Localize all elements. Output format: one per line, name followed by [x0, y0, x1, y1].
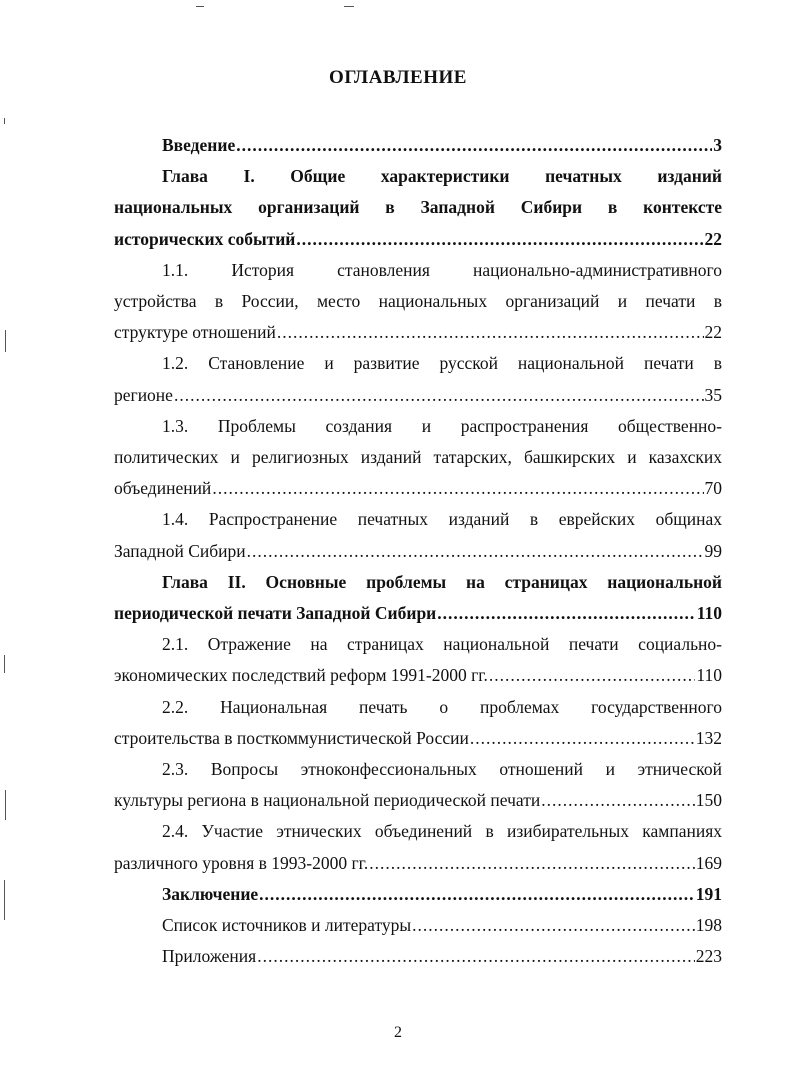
dot-leader — [489, 660, 696, 691]
toc-entry-last-line — [114, 723, 722, 754]
toc-page-number: 132 — [695, 727, 722, 748]
toc-entry-section-1-2[interactable] — [114, 348, 722, 410]
toc-page-number: 22 — [704, 228, 722, 249]
toc-entry-line: Глава II. Основные проблемы на страницах национальной — [162, 571, 722, 592]
toc-entry-last-line — [114, 380, 722, 411]
toc-entry-last-line — [114, 317, 722, 348]
scan-artifact — [4, 118, 5, 124]
toc-entry-line: 1.3. Проблемы создания и распространения общественно- — [162, 415, 722, 436]
toc-entry-title: строительства в посткоммунистической России — [114, 727, 469, 748]
toc-page-number: 99 — [704, 540, 722, 561]
dot-leader — [412, 910, 695, 941]
toc-entry-section-2-4[interactable] — [114, 816, 722, 878]
toc-entry-title: исторических событий — [114, 228, 296, 249]
toc-entry-section-2-1[interactable] — [114, 629, 722, 691]
toc-page-number: 223 — [695, 946, 722, 967]
toc-page-number: 3 — [713, 135, 722, 155]
scan-artifact — [344, 6, 354, 7]
toc-entry-line: 2.3. Вопросы этноконфессиональных отношений и этнической — [162, 759, 722, 780]
toc-entry-appendix[interactable] — [114, 941, 722, 972]
toc-entry-title: структуре отношений — [114, 322, 276, 343]
toc-entry-title: различного уровня в 1993-2000 гг. — [114, 852, 369, 873]
toc-entry-line: Глава I. Общие характеристики печатных изданий — [162, 166, 722, 187]
toc-entry-conclusion[interactable] — [114, 879, 722, 910]
toc-entry-section-1-4[interactable] — [114, 504, 722, 566]
toc-entry-title: Список источников и литературы — [162, 915, 412, 936]
toc-entry-line: 2.4. Участие этнических объединений в изибирательных кампаниях — [162, 821, 722, 842]
scan-artifact — [5, 790, 6, 820]
scan-artifact — [4, 655, 5, 673]
toc-page-number: 169 — [695, 852, 722, 873]
page-number: 2 — [394, 1024, 402, 1041]
toc-entry-line: 1.1. История становления национально-административного — [162, 259, 722, 280]
toc-entry-last-line — [162, 879, 722, 910]
toc-entry-line: 1.4. Распространение печатных изданий в еврейских общинах — [162, 509, 722, 530]
toc-entry-last-line — [162, 910, 722, 941]
toc-entry-title: регионе — [114, 384, 173, 405]
toc-entry-last-line — [114, 848, 722, 879]
scan-artifact — [5, 330, 6, 352]
toc-page-number: 70 — [704, 478, 722, 499]
toc-entry-title: культуры региона в национальной периодической печати — [114, 790, 541, 811]
dot-leader — [257, 941, 695, 972]
toc-entry-chapter-2[interactable] — [114, 567, 722, 629]
page-title: ОГЛАВЛЕНИЕ — [329, 67, 467, 88]
toc-page-number: 150 — [695, 790, 722, 811]
toc-entry-last-line — [114, 660, 722, 691]
scan-artifact — [4, 880, 5, 920]
dot-leader — [296, 224, 703, 255]
dot-leader — [369, 848, 695, 879]
toc-entry-last-line — [114, 473, 722, 504]
toc-entry-last-line — [114, 785, 722, 816]
table-of-contents — [114, 130, 722, 972]
dot-leader — [212, 473, 703, 504]
toc-entry-last-line — [162, 941, 722, 972]
toc-entry-chapter-1[interactable] — [114, 161, 722, 255]
toc-page-number: 191 — [695, 883, 722, 904]
toc-entry-line: политических и религиозных изданий татарских, башкирских и казахских — [114, 447, 722, 468]
dot-leader — [236, 130, 712, 161]
toc-entry-title: Приложения — [162, 946, 257, 967]
toc-entry-line: 2.2. Национальная печать о проблемах государственного — [162, 696, 722, 717]
dot-leader — [174, 380, 704, 411]
toc-entry-line: устройства в России, место национальных организаций и печати в — [114, 291, 722, 312]
dot-leader — [277, 317, 704, 348]
toc-entry-section-2-2[interactable] — [114, 692, 722, 754]
toc-entry-section-1-3[interactable] — [114, 411, 722, 505]
dot-leader — [470, 723, 695, 754]
toc-entry-last-line — [114, 536, 722, 567]
toc-entry-line: 1.2. Становление и развитие русской национальной печати в — [162, 353, 722, 374]
scan-artifact — [196, 6, 204, 7]
toc-entry-last-line — [114, 598, 722, 629]
toc-entry-title: Западной Сибири — [114, 540, 246, 561]
toc-page-number: 110 — [696, 603, 722, 624]
toc-entry-title: экономических последствий реформ 1991-2000 гг. — [114, 665, 488, 686]
toc-entry-title: периодической печати Западной Сибири — [114, 603, 437, 624]
toc-entry-title: объединений — [114, 478, 212, 499]
toc-entry-section-1-1[interactable] — [114, 255, 722, 349]
dot-leader — [437, 598, 695, 629]
toc-entry-title: Заключение — [162, 883, 259, 904]
toc-entry-introduction[interactable] — [114, 130, 722, 161]
toc-entry-line: 2.1. Отражение на страницах национальной печати социально- — [162, 634, 722, 655]
toc-entry-line: национальных организаций в Западной Сибири в контексте — [114, 197, 722, 218]
toc-page-number: 198 — [695, 915, 722, 936]
toc-entry-last-line — [162, 130, 722, 161]
toc-page-number: 35 — [704, 384, 722, 405]
toc-page-number: 22 — [704, 322, 722, 343]
dot-leader — [247, 536, 704, 567]
toc-entry-last-line — [114, 224, 722, 255]
dot-leader — [541, 785, 695, 816]
dot-leader — [259, 879, 695, 910]
toc-page-number: 110 — [696, 665, 722, 686]
toc-entry-sources[interactable] — [114, 910, 722, 941]
toc-entry-section-2-3[interactable] — [114, 754, 722, 816]
toc-entry-title: Введение — [162, 135, 236, 155]
